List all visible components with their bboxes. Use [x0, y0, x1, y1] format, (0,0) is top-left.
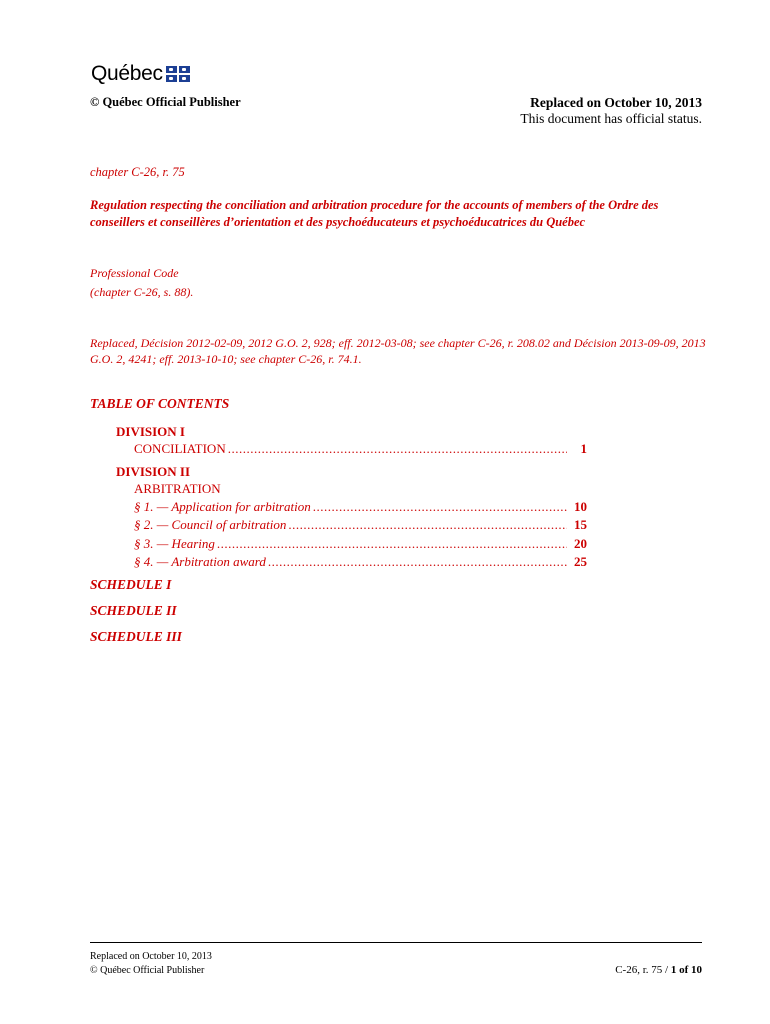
footer-page-count: 1 of 10: [670, 964, 702, 976]
enabling-authority: [90, 264, 193, 302]
replaced-date: Replaced on October 10, 2013: [530, 95, 702, 110]
toc-division-2-label[interactable]: DIVISION II: [116, 463, 191, 479]
toc-division-2-subtitle[interactable]: ARBITRATION: [134, 480, 221, 496]
fleurdelise-icon: [166, 66, 190, 82]
replaced-note: Replaced, Décision 2012-02-09, 2012 G.O. 2, 928; eff. 2012-03-08; see chapter C-26, r. 208.02 and Décision 2013-09-09, 2013 G.O. 2, 4241; eff. 2013-10-10; see chapter C-26, r. 74.1.: [90, 336, 706, 366]
logo-wordmark: Québec: [91, 62, 163, 85]
toc-entry-conciliation[interactable]: CONCILIATION ..... 1: [116, 440, 587, 459]
footer-left: [90, 950, 212, 978]
toc-page-number: 1: [580, 441, 587, 456]
chapter-reference: chapter C-26, r. 75: [90, 165, 185, 179]
schedule-3-link[interactable]: SCHEDULE III: [90, 629, 182, 644]
toc-entry-award[interactable]: § 4. — Arbitration award ..... 25: [116, 553, 587, 572]
footer-divider: [90, 942, 702, 943]
toc-heading: TABLE OF CONTENTS: [90, 396, 230, 411]
authority-line-1: Professional Code: [90, 266, 179, 280]
regulation-title: Regulation respecting the conciliation and arbitration procedure for the accounts of members of the Ordre des conseillers et conseillères d’orientation et des psychoéducateurs et psychoéducatrices du Québec: [90, 198, 659, 229]
toc-entry-hearing[interactable]: § 3. — Hearing ..... 20: [116, 535, 587, 554]
footer-replaced-date: Replaced on October 10, 2013: [90, 951, 212, 962]
status-block: [520, 95, 702, 127]
authority-line-2: (chapter C-26, s. 88).: [90, 285, 194, 299]
publisher-label: © Québec Official Publisher: [90, 95, 241, 109]
toc-page-number: 20: [574, 535, 587, 551]
footer-page-ref: [615, 964, 702, 976]
schedule-1-link[interactable]: SCHEDULE I: [90, 577, 172, 592]
schedule-2-link[interactable]: SCHEDULE II: [90, 603, 177, 618]
toc-entry-application[interactable]: § 1. — Application for arbitration ..... 10: [116, 498, 587, 517]
quebec-logo: [91, 62, 190, 86]
toc-page-number: 10: [574, 498, 587, 514]
toc-entry-council[interactable]: § 2. — Council of arbitration ..... 15: [116, 516, 587, 535]
footer-chapter-ref: C-26, r. 75 /: [615, 964, 671, 976]
toc-page-number: 15: [574, 517, 587, 532]
official-status: This document has official status.: [520, 111, 702, 126]
toc-division-1-label[interactable]: DIVISION I: [116, 424, 185, 439]
footer-publisher: © Québec Official Publisher: [90, 965, 205, 976]
table-of-contents: [116, 424, 587, 572]
toc-page-number: 25: [574, 554, 587, 569]
